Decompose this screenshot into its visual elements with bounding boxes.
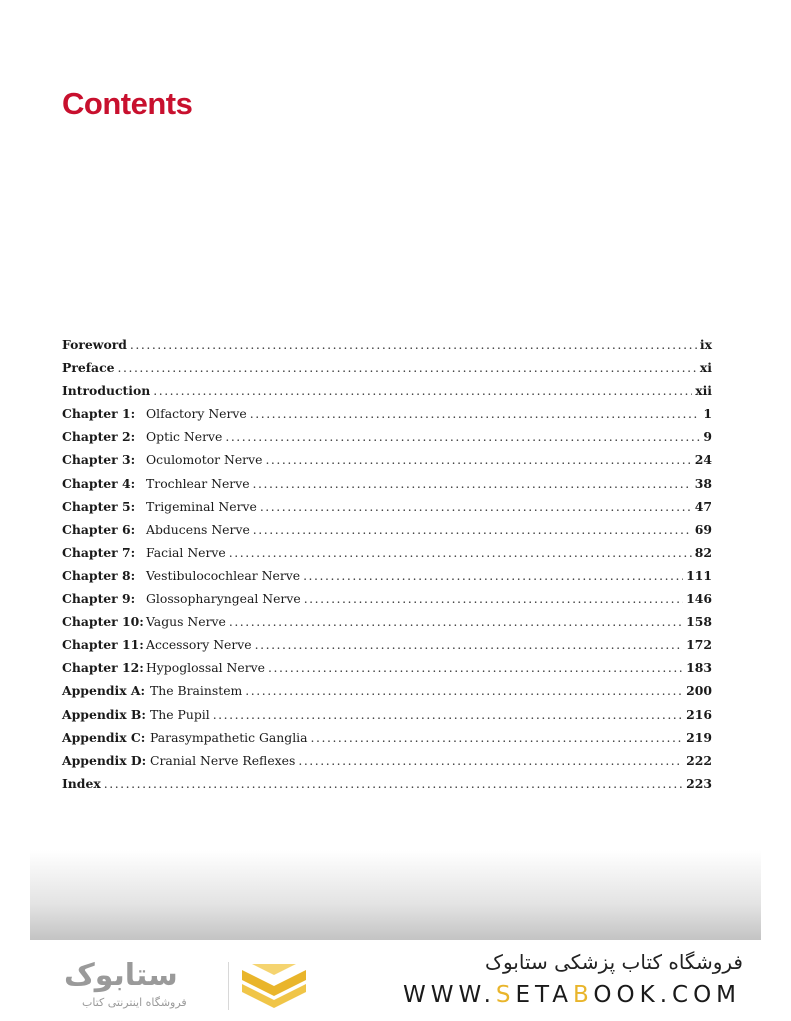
toc-entry-label: Chapter 8: xyxy=(62,567,136,583)
toc-entry-title: Glossopharyngeal Nerve xyxy=(146,591,301,607)
toc-entry xyxy=(62,772,712,795)
toc-entry-label: Appendix A: xyxy=(62,683,146,699)
toc-entry-title: Abducens Nerve xyxy=(146,521,250,537)
toc-leader-dots xyxy=(253,518,692,541)
toc-entry-page-number: 183 xyxy=(686,660,712,676)
toc-leader-dots xyxy=(130,333,697,356)
toc-entry-title: Olfactory Nerve xyxy=(146,406,247,422)
toc-entry-label: Chapter 6: xyxy=(62,521,136,537)
toc-entry-page-number: xi xyxy=(699,360,712,376)
toc-leader-dots xyxy=(250,402,701,425)
toc-entry-page-number: 146 xyxy=(686,591,712,607)
toc-leader-dots xyxy=(229,610,683,633)
toc-entry xyxy=(62,518,712,541)
toc-entry xyxy=(62,472,712,495)
toc-entry-label: Chapter 2: xyxy=(62,429,136,445)
toc-leader-dots xyxy=(311,726,684,749)
toc-entry-page-number: 1 xyxy=(703,406,712,422)
toc-entry xyxy=(62,749,712,772)
toc-leader-dots xyxy=(260,495,692,518)
toc-entry-label: Chapter 12: xyxy=(62,660,144,676)
toc-leader-dots xyxy=(104,772,683,795)
toc-entry xyxy=(62,402,712,425)
toc-entry-label: Chapter 3: xyxy=(62,452,136,468)
toc-entry-page-number: xii xyxy=(695,383,712,399)
toc-leader-dots xyxy=(245,679,683,702)
toc-entry xyxy=(62,356,712,379)
toc-entry-label: Introduction xyxy=(62,383,151,399)
toc-entry-label: Chapter 5: xyxy=(62,498,136,514)
toc-entry-title: Cranial Nerve Reflexes xyxy=(150,752,296,768)
toc-entry-page-number: 219 xyxy=(686,729,712,745)
url-part: ETA xyxy=(515,982,574,1008)
toc-entry-page-number: 111 xyxy=(686,567,712,583)
toc-entry xyxy=(62,679,712,702)
toc-entry xyxy=(62,726,712,749)
toc-entry-title: The Brainstem xyxy=(150,683,243,699)
toc-leader-dots xyxy=(225,425,700,448)
toc-entry-label: Chapter 9: xyxy=(62,591,136,607)
toc-entry-title: Accessory Nerve xyxy=(146,637,252,653)
toc-entry-title: Trigeminal Nerve xyxy=(146,498,257,514)
store-name: فروشگاه کتاب پزشکی ستابوک xyxy=(485,950,743,974)
toc-entry-title: Optic Nerve xyxy=(146,429,223,445)
toc-leader-dots xyxy=(255,633,683,656)
toc-entry-page-number: 82 xyxy=(694,544,712,560)
toc-entry-page-number: 172 xyxy=(686,637,712,653)
toc-entry-page-number: 9 xyxy=(703,429,712,445)
toc-entry-title: Vagus Nerve xyxy=(146,614,226,630)
toc-entry xyxy=(62,333,712,356)
toc-entry-label: Chapter 1: xyxy=(62,406,136,422)
toc-entry-page-number: ix xyxy=(699,337,712,352)
toc-entry-label: Index xyxy=(62,775,101,791)
toc-entry-title: Parasympathetic Ganglia xyxy=(150,729,308,745)
toc-entry-label: Chapter 10: xyxy=(62,614,144,630)
toc-leader-dots xyxy=(253,472,692,495)
store-logo-wordmark: ستابوک xyxy=(64,958,178,993)
toc-entry xyxy=(62,448,712,471)
url-highlight: B xyxy=(573,982,594,1008)
toc-entry-title: Oculomotor Nerve xyxy=(146,452,263,468)
toc-leader-dots xyxy=(153,379,692,402)
toc-entry-page-number: 38 xyxy=(694,475,712,491)
toc-entry-label: Chapter 11: xyxy=(62,637,144,653)
toc-entry-page-number: 216 xyxy=(686,706,712,722)
toc-entry-label: Appendix C: xyxy=(62,729,146,745)
toc-entry-label: Foreword xyxy=(62,337,127,352)
toc-entry-page-number: 158 xyxy=(686,614,712,630)
url-part: OOK.COM xyxy=(593,982,742,1008)
toc-entry-page-number: 24 xyxy=(694,452,712,468)
toc-entry xyxy=(62,425,712,448)
toc-entry xyxy=(62,587,712,610)
toc-entry-title: Trochlear Nerve xyxy=(146,475,250,491)
logo-divider xyxy=(228,962,229,1010)
store-url xyxy=(403,982,741,1008)
toc-entry xyxy=(62,564,712,587)
toc-leader-dots xyxy=(265,448,691,471)
toc-entry-page-number: 69 xyxy=(694,521,712,537)
toc-entry xyxy=(62,379,712,402)
toc-leader-dots xyxy=(268,656,683,679)
page-bottom-shadow xyxy=(30,850,761,940)
book-stack-logo-icon xyxy=(238,960,310,1012)
toc-entry-title: Facial Nerve xyxy=(146,544,226,560)
toc-entry-label: Appendix D: xyxy=(62,752,147,768)
toc-entry xyxy=(62,541,712,564)
toc-entry-label: Chapter 4: xyxy=(62,475,136,491)
toc-entry-page-number: 223 xyxy=(686,775,712,791)
toc-entry-page-number: 222 xyxy=(686,752,712,768)
store-logo-tagline: فروشگاه اینترنتی کتاب xyxy=(82,996,187,1009)
toc-entry-label: Chapter 7: xyxy=(62,544,136,560)
toc-entry xyxy=(62,703,712,726)
page-title: Contents xyxy=(62,86,193,121)
url-highlight: S xyxy=(495,982,516,1008)
toc-leader-dots xyxy=(118,356,697,379)
toc-entry xyxy=(62,610,712,633)
toc-entry-title: Hypoglossal Nerve xyxy=(146,660,265,676)
toc-leader-dots xyxy=(298,749,683,772)
toc-entry xyxy=(62,656,712,679)
toc-entry-page-number: 47 xyxy=(694,498,712,514)
toc-entry-page-number: 200 xyxy=(686,683,712,699)
table-of-contents xyxy=(62,333,712,795)
toc-entry xyxy=(62,495,712,518)
toc-entry xyxy=(62,633,712,656)
toc-leader-dots xyxy=(229,541,692,564)
toc-entry-label: Preface xyxy=(62,360,115,376)
toc-entry-label: Appendix B: xyxy=(62,706,146,722)
toc-entry-title: Vestibulocochlear Nerve xyxy=(146,567,301,583)
toc-leader-dots xyxy=(213,703,683,726)
toc-entry-title: The Pupil xyxy=(150,706,210,722)
url-part: WWW. xyxy=(403,982,496,1008)
toc-leader-dots xyxy=(303,564,683,587)
toc-leader-dots xyxy=(304,587,683,610)
